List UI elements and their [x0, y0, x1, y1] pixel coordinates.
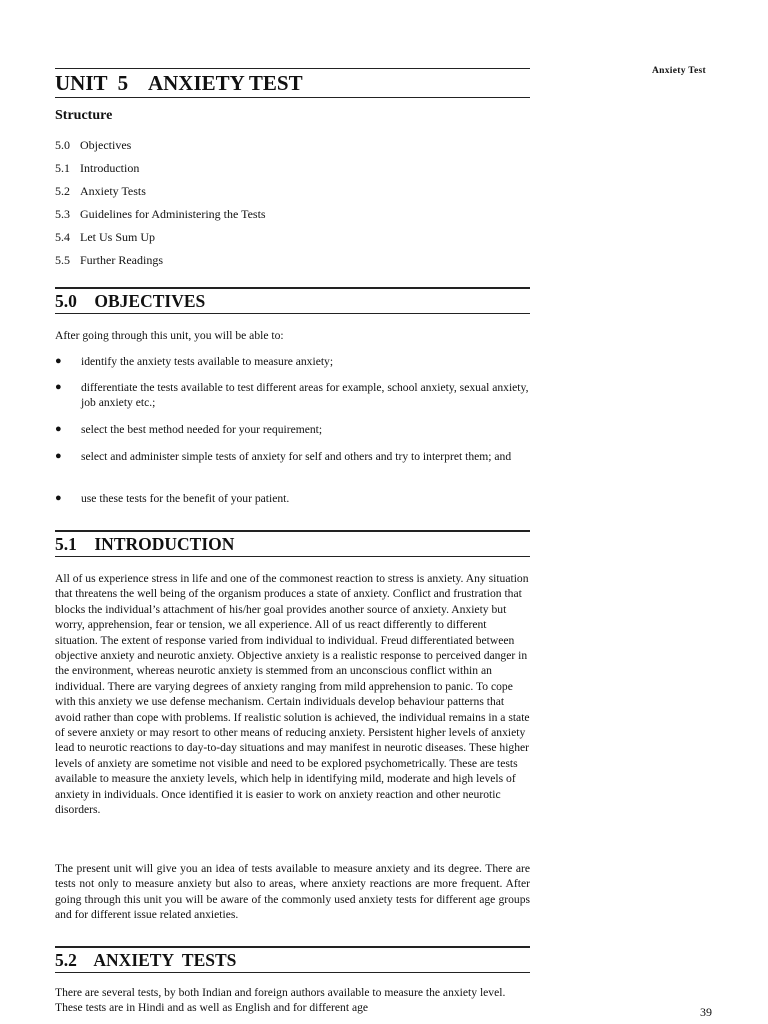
- introduction-section-header: [55, 530, 530, 557]
- structure-item: [55, 182, 266, 205]
- structure-item-number: 5.0: [55, 138, 70, 152]
- anxiety-tests-section-header: [55, 946, 530, 973]
- objectives-intro: After going through this unit, you will be able to:: [55, 329, 284, 342]
- structure-item: [55, 228, 266, 251]
- structure-item-label: Further Readings: [80, 253, 163, 267]
- bullet-icon: ●: [55, 423, 62, 435]
- introduction-heading: 5.1 INTRODUCTION: [55, 534, 235, 554]
- objective-text: identify the anxiety tests available to measure anxiety;: [81, 355, 334, 368]
- structure-item-number: 5.4: [55, 230, 70, 244]
- anxiety-tests-heading: 5.2 ANXIETY TESTS: [55, 950, 237, 970]
- structure-item-label: Objectives: [80, 138, 132, 152]
- objectives-section-header: [55, 287, 530, 314]
- objective-item: [55, 354, 530, 369]
- structure-item-label: Introduction: [80, 161, 140, 175]
- anxiety-tests-paragraph-1: There are several tests, by both Indian and foreign authors available to measure the anxiety level. These tests are in Hindi and as well as English and for different age: [55, 986, 506, 1015]
- structure-item: [55, 136, 266, 159]
- unit-title-block: [55, 68, 530, 98]
- structure-item: [55, 205, 266, 228]
- objective-text: use these tests for the benefit of your patient.: [81, 492, 290, 505]
- page-number: 39: [700, 1005, 712, 1019]
- objective-item: [55, 422, 530, 437]
- structure-list: [55, 136, 266, 274]
- objective-text: differentiate the tests available to test different areas for example, school anxiety, sexual anxiety, job anxiety etc.;: [81, 381, 529, 410]
- objective-text: select the best method needed for your requirement;: [81, 423, 323, 436]
- objective-item: [55, 449, 530, 464]
- bullet-icon: ●: [55, 450, 62, 462]
- bullet-icon: ●: [55, 381, 62, 393]
- objective-text: select and administer simple tests of anxiety for self and others and try to interpret them; and: [81, 450, 512, 463]
- structure-item-number: 5.2: [55, 184, 70, 198]
- running-header: Anxiety Test: [652, 66, 707, 76]
- objectives-heading: 5.0 OBJECTIVES: [55, 291, 206, 311]
- structure-item-number: 5.5: [55, 253, 70, 267]
- bullet-icon: ●: [55, 492, 62, 504]
- objective-item: [55, 380, 530, 411]
- structure-item: [55, 159, 266, 182]
- structure-item-label: Anxiety Tests: [80, 184, 146, 198]
- objective-item: [55, 491, 530, 506]
- introduction-paragraph-1: All of us experience stress in life and one of the commonest reaction to stress is anxiety. Any situation that threatens the well being of the organism produces a state of anxiety. Conflict and frustration that blocks the individual’s attachment of his/her goal provides another source of anxiety. Anxiety but worry, apprehension, fear or tension, we all experience. All of us react differently to different situation. The extent of response varied from individual to individual. Freud differentiated between objective anxiety and neurotic anxiety. Objective anxiety is a realistic response to perceived danger in the environment, whereas neurotic anxiety is stemmed from an unconscious conflict within an individual. There are varying degrees of anxiety ranging from mild apprehension to panic. To cope with this anxiety we use defense mechanism. Certain individuals develop behaviour patterns that avoid rather than cope with problems. If realistic solution is achieved, the individual remains in a state of severe anxiety or may resort to other means of reducing anxiety. Persistent higher levels of anxiety lead to neurotic reactions to day-to-day situations and may manifest in neurotic diseases. These higher levels of anxiety are sometime not visible and need to be explored psychometrically. These are tests available to measure the anxiety levels, which help in identifying mild, moderate and high levels of anxiety in individuals. Once identified it is easier to work on anxiety reaction and other neurotic disorders.: [55, 572, 530, 817]
- unit-title: UNIT 5 ANXIETY TEST: [55, 71, 303, 95]
- structure-heading: Structure: [55, 108, 113, 123]
- structure-item-number: 5.1: [55, 161, 70, 175]
- structure-item-label: Let Us Sum Up: [80, 230, 155, 244]
- bullet-icon: ●: [55, 355, 62, 367]
- structure-item: [55, 251, 266, 274]
- introduction-paragraph-2: The present unit will give you an idea of tests available to measure anxiety and its degree. There are tests not only to measure anxiety but also to areas, where anxiety reactions are more frequent. After going through this unit you will be aware of the commonly used anxiety tests for different age groups and for different issue related anxieties.: [55, 862, 530, 922]
- structure-item-label: Guidelines for Administering the Tests: [80, 207, 266, 221]
- structure-item-number: 5.3: [55, 207, 70, 221]
